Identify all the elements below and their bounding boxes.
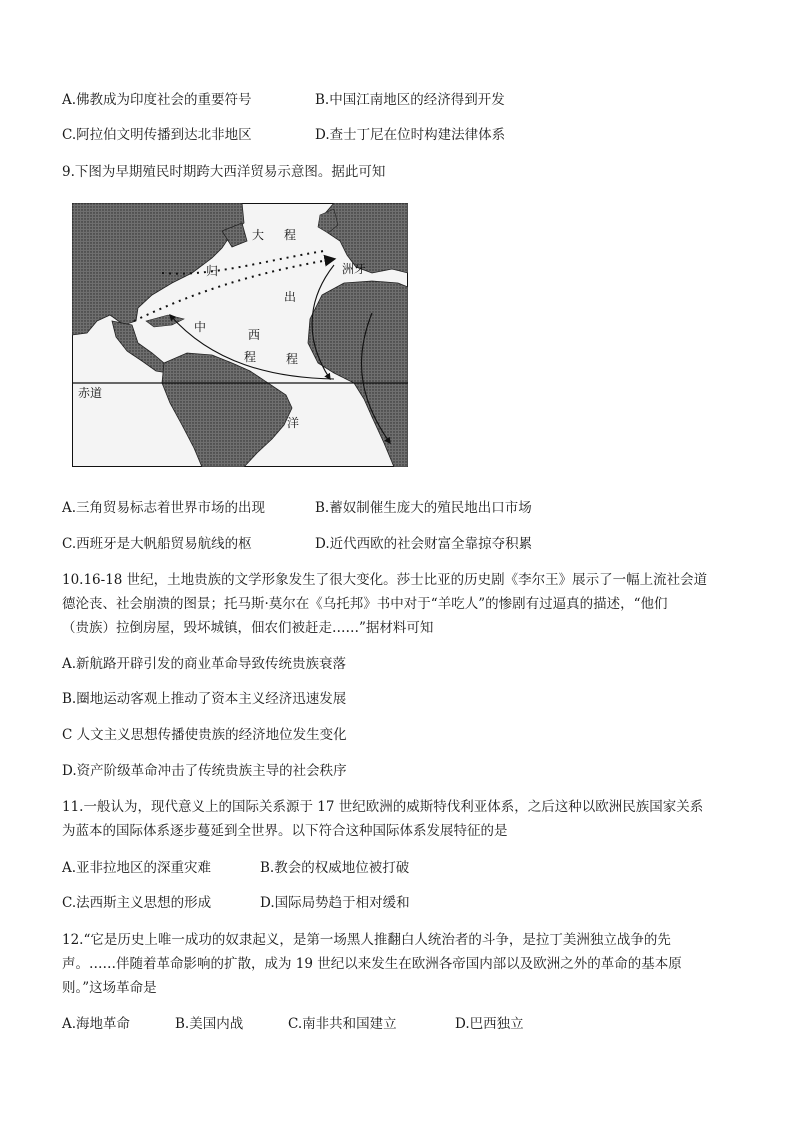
q12-stem-line-1: 12.“它是历史上唯一成功的奴隶起义，是第一场黑人推翻白人统治者的斗争，是拉丁美洲独立战争的先 (62, 932, 671, 948)
atlantic-trade-map (72, 203, 408, 467)
q10-stem-line-3: （贵族）拉倒房屋，毁坏城镇，佃农们被赶走……”据材料可知 (62, 620, 434, 636)
q10-option-c: C 人文主义思想传播使贵族的经济地位发生变化 (62, 727, 347, 743)
q10-stem-line-1: 10.16-18 世纪，土地贵族的文学形象发生了很大变化。莎士比亚的历史剧《李尔王》展示了一幅上流社会道 (62, 572, 708, 588)
q12-option-d: D.巴西独立 (455, 1016, 524, 1032)
label-cheng2: 程 (286, 352, 299, 366)
q9-option-c: C.西班牙是大帆船贸易航线的枢 (62, 536, 252, 552)
q11-option-a: A.亚非拉地区的深重灾难 (62, 860, 212, 876)
q12-option-a: A.海地革命 (62, 1016, 131, 1032)
q11-stem-line-1: 11.一般认为，现代意义上的国际关系源于 17 世纪欧洲的威斯特伐利亚体系，之后这种以欧洲民族国家关系 (62, 799, 704, 815)
map-svg (72, 203, 408, 467)
label-xi: 西 (248, 328, 261, 342)
label-yang: 洋 (287, 416, 300, 430)
q8-option-c: C.阿拉伯文明传播到达北非地区 (62, 127, 252, 143)
label-gui: 归 (206, 264, 219, 278)
label-chu: 出 (284, 290, 297, 304)
q11-option-d: D.国际局势趋于相对缓和 (260, 895, 410, 911)
q10-option-d: D.资产阶级革命冲击了传统贵族主导的社会秩序 (62, 763, 347, 779)
q8-option-b: B.中国江南地区的经济得到开发 (315, 92, 505, 108)
q12-stem-line-2: 声。……伴随着革命影响的扩散，成为 19 世纪以来发生在欧洲各帝国内部以及欧洲之外的革命的基本原 (62, 956, 682, 972)
q10-option-b: B.圈地运动客观上推动了资本主义经济迅速发展 (62, 691, 347, 707)
q12-option-b: B.美国内战 (175, 1016, 244, 1032)
q10-stem-line-2: 德沦丧、社会崩溃的图景；托马斯·莫尔在《乌托邦》书中对于“羊吃人”的惨剧有过逼真的描述，“他们 (62, 596, 668, 612)
q9-option-d: D.近代西欧的社会财富全靠掠夺积累 (315, 536, 533, 552)
label-ou: 洲牙 (342, 262, 367, 276)
q12-option-c: C.南非共和国建立 (288, 1016, 397, 1032)
q9-option-b: B.蓄奴制催生庞大的殖民地出口市场 (315, 500, 532, 516)
q9-stem: 9.下图为早期殖民时期跨大西洋贸易示意图。据此可知 (62, 164, 386, 180)
q9-option-a: A.三角贸易标志着世界市场的出现 (62, 500, 266, 516)
label-da: 大 (252, 228, 265, 242)
q12-stem-line-3: 则。”这场革命是 (62, 980, 157, 996)
label-chidao: 赤道 (78, 386, 103, 400)
q11-stem-line-2: 为蓝本的国际体系逐步蔓延到全世界。以下符合这种国际体系发展特征的是 (62, 823, 508, 839)
label-zhong: 中 (194, 320, 207, 334)
label-cheng3: 程 (244, 350, 257, 364)
q11-option-c: C.法西斯主义思想的形成 (62, 895, 212, 911)
q11-option-b: B.教会的权威地位被打破 (260, 860, 410, 876)
q8-option-d: D.查士丁尼在位时构建法律体系 (315, 127, 506, 143)
q10-option-a: A.新航路开辟引发的商业革命导致传统贵族衰落 (62, 656, 347, 672)
label-cheng1: 程 (284, 228, 297, 242)
q8-option-a: A.佛教成为印度社会的重要符号 (62, 92, 252, 108)
